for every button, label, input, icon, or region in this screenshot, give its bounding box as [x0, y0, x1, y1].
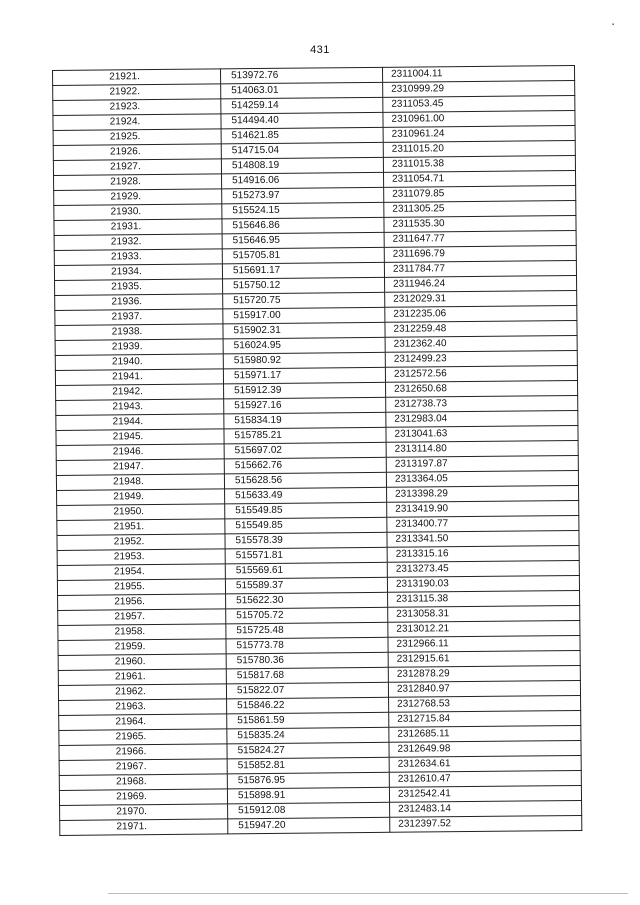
- easting-cell: 515662.76: [224, 457, 386, 474]
- easting-cell: 515912.08: [228, 802, 390, 819]
- point-number-cell: 21936.: [55, 294, 223, 311]
- northing-cell: 2311946.24: [385, 275, 577, 292]
- easting-cell: 515589.37: [225, 577, 387, 594]
- easting-cell: 515720.75: [223, 292, 385, 309]
- northing-cell: 2312397.52: [390, 815, 582, 832]
- easting-cell: 514259.14: [221, 97, 383, 114]
- easting-cell: 515273.97: [222, 187, 384, 204]
- point-number-cell: 21965.: [59, 729, 227, 746]
- point-number-cell: 21960.: [58, 654, 226, 671]
- point-number-cell: 21946.: [56, 444, 224, 461]
- point-number-cell: 21959.: [58, 639, 226, 656]
- easting-cell: 515822.07: [226, 682, 388, 699]
- point-number-cell: 21928.: [54, 174, 222, 191]
- point-number-cell: 21952.: [57, 534, 225, 551]
- northing-cell: 2312235.06: [385, 305, 577, 322]
- northing-cell: 2312715.84: [389, 710, 581, 727]
- easting-cell: 515633.49: [225, 487, 387, 504]
- northing-cell: 2311015.38: [383, 155, 575, 172]
- point-number-cell: 21956.: [58, 594, 226, 611]
- easting-cell: 515578.39: [225, 532, 387, 549]
- easting-cell: 515852.81: [227, 757, 389, 774]
- point-number-cell: 21968.: [59, 774, 227, 791]
- point-number-cell: 21927.: [53, 159, 221, 176]
- northing-cell: 2312610.47: [389, 770, 581, 787]
- point-number-cell: 21944.: [56, 414, 224, 431]
- easting-cell: 516024.95: [223, 337, 385, 354]
- northing-cell: 2311079.85: [384, 185, 576, 202]
- point-number-cell: 21966.: [59, 744, 227, 761]
- northing-cell: 2313058.31: [388, 605, 580, 622]
- easting-cell: 515861.59: [227, 712, 389, 729]
- corner-tick-mark: ▪: [612, 22, 615, 28]
- easting-cell: 513972.76: [220, 67, 382, 84]
- easting-cell: 515876.95: [227, 772, 389, 789]
- point-number-cell: 21942.: [56, 384, 224, 401]
- point-number-cell: 21941.: [55, 369, 223, 386]
- point-number-cell: 21929.: [54, 189, 222, 206]
- point-number-cell: 21971.: [60, 819, 228, 836]
- coordinates-table: [52, 65, 582, 836]
- northing-cell: 2313400.77: [387, 515, 579, 532]
- easting-cell: 515971.17: [223, 367, 385, 384]
- northing-cell: 2310961.00: [383, 110, 575, 127]
- easting-cell: 515646.95: [222, 232, 384, 249]
- northing-cell: 2312483.14: [390, 800, 582, 817]
- point-number-cell: 21948.: [56, 474, 224, 491]
- point-number-cell: 21967.: [59, 759, 227, 776]
- point-number-cell: 21925.: [53, 129, 221, 146]
- northing-cell: 2311054.71: [383, 170, 575, 187]
- northing-cell: 2312634.61: [389, 755, 581, 772]
- easting-cell: 515947.20: [228, 817, 390, 834]
- easting-cell: 515846.22: [227, 697, 389, 714]
- northing-cell: 2313398.29: [387, 485, 579, 502]
- northing-cell: 2311696.79: [384, 245, 576, 262]
- easting-cell: 515780.36: [226, 652, 388, 669]
- point-number-cell: 21939.: [55, 339, 223, 356]
- northing-cell: 2313114.80: [386, 440, 578, 457]
- point-number-cell: 21935.: [55, 279, 223, 296]
- easting-cell: 515697.02: [224, 442, 386, 459]
- northing-cell: 2312685.11: [389, 725, 581, 742]
- point-number-cell: 21924.: [53, 114, 221, 131]
- easting-cell: 514808.19: [221, 157, 383, 174]
- northing-cell: 2312878.29: [388, 665, 580, 682]
- easting-cell: 514621.85: [221, 127, 383, 144]
- easting-cell: 515646.86: [222, 217, 384, 234]
- point-number-cell: 21950.: [57, 504, 225, 521]
- northing-cell: 2312738.73: [386, 395, 578, 412]
- point-number-cell: 21931.: [54, 219, 222, 236]
- northing-cell: 2310999.29: [383, 80, 575, 97]
- point-number-cell: 21949.: [57, 489, 225, 506]
- northing-cell: 2313273.45: [387, 560, 579, 577]
- easting-cell: 515549.85: [225, 502, 387, 519]
- point-number-cell: 21932.: [54, 234, 222, 251]
- northing-cell: 2313012.21: [388, 620, 580, 637]
- northing-cell: 2313115.38: [388, 590, 580, 607]
- northing-cell: 2313315.16: [387, 545, 579, 562]
- easting-cell: 515569.61: [225, 562, 387, 579]
- point-number-cell: 21940.: [55, 354, 223, 371]
- point-number-cell: 21957.: [58, 609, 226, 626]
- northing-cell: 2311015.20: [383, 140, 575, 157]
- point-number-cell: 21938.: [55, 324, 223, 341]
- easting-cell: 515705.72: [226, 607, 388, 624]
- point-number-cell: 21970.: [60, 804, 228, 821]
- easting-cell: 515898.91: [227, 787, 389, 804]
- easting-cell: 515824.27: [227, 742, 389, 759]
- easting-cell: 515917.00: [223, 307, 385, 324]
- easting-cell: 515549.85: [225, 517, 387, 534]
- northing-cell: 2311305.25: [384, 200, 576, 217]
- point-number-cell: 21943.: [56, 399, 224, 416]
- northing-cell: 2311784.77: [384, 260, 576, 277]
- point-number-cell: 21951.: [57, 519, 225, 536]
- point-number-cell: 21922.: [53, 84, 221, 101]
- northing-cell: 2312649.98: [389, 740, 581, 757]
- easting-cell: 515902.31: [223, 322, 385, 339]
- easting-cell: 515622.30: [226, 592, 388, 609]
- easting-cell: 515785.21: [224, 427, 386, 444]
- easting-cell: 515691.17: [222, 262, 384, 279]
- point-number-cell: 21933.: [54, 249, 222, 266]
- northing-cell: 2311004.11: [382, 65, 574, 82]
- easting-cell: 515912.39: [224, 382, 386, 399]
- easting-cell: 515725.48: [226, 622, 388, 639]
- northing-cell: 2312915.61: [388, 650, 580, 667]
- point-number-cell: 21947.: [56, 459, 224, 476]
- northing-cell: 2313364.05: [386, 470, 578, 487]
- northing-cell: 2313197.87: [386, 455, 578, 472]
- point-number-cell: 21955.: [57, 579, 225, 596]
- point-number-cell: 21963.: [59, 699, 227, 716]
- northing-cell: 2312362.40: [385, 335, 577, 352]
- easting-cell: 514715.04: [221, 142, 383, 159]
- point-number-cell: 21953.: [57, 549, 225, 566]
- northing-cell: 2313190.03: [387, 575, 579, 592]
- point-number-cell: 21954.: [57, 564, 225, 581]
- northing-cell: 2313041.63: [386, 425, 578, 442]
- easting-cell: 515927.16: [224, 397, 386, 414]
- point-number-cell: 21921.: [53, 69, 221, 86]
- point-number-cell: 21962.: [58, 684, 226, 701]
- northing-cell: 2312542.41: [389, 785, 581, 802]
- easting-cell: 515705.81: [222, 247, 384, 264]
- point-number-cell: 21923.: [53, 99, 221, 116]
- easting-cell: 515750.12: [223, 277, 385, 294]
- easting-cell: 515980.92: [223, 352, 385, 369]
- coordinates-table-wrapper: [52, 65, 582, 836]
- easting-cell: 514494.40: [221, 112, 383, 129]
- northing-cell: 2312572.56: [385, 365, 577, 382]
- northing-cell: 2311053.45: [383, 95, 575, 112]
- northing-cell: 2312840.97: [388, 680, 580, 697]
- point-number-cell: 21930.: [54, 204, 222, 221]
- northing-cell: 2310961.24: [383, 125, 575, 142]
- northing-cell: 2313341.50: [387, 530, 579, 547]
- easting-cell: 514063.01: [221, 82, 383, 99]
- point-number-cell: 21961.: [58, 669, 226, 686]
- northing-cell: 2313419.90: [387, 500, 579, 517]
- point-number-cell: 21934.: [54, 264, 222, 281]
- easting-cell: 515817.68: [226, 667, 388, 684]
- easting-cell: 515524.15: [222, 202, 384, 219]
- easting-cell: 515628.56: [224, 472, 386, 489]
- northing-cell: 2312768.53: [389, 695, 581, 712]
- easting-cell: 515773.78: [226, 637, 388, 654]
- easting-cell: 514916.06: [222, 172, 384, 189]
- northing-cell: 2311535.30: [384, 215, 576, 232]
- coordinates-table-body: [53, 65, 582, 835]
- northing-cell: 2311647.77: [384, 230, 576, 247]
- northing-cell: 2312650.68: [386, 380, 578, 397]
- northing-cell: 2312966.11: [388, 635, 580, 652]
- point-number-cell: 21945.: [56, 429, 224, 446]
- easting-cell: 515835.24: [227, 727, 389, 744]
- page-number: 431: [310, 44, 330, 56]
- point-number-cell: 21937.: [55, 309, 223, 326]
- point-number-cell: 21926.: [53, 144, 221, 161]
- page-bottom-rule: [108, 893, 628, 894]
- easting-cell: 515571.81: [225, 547, 387, 564]
- northing-cell: 2312029.31: [385, 290, 577, 307]
- point-number-cell: 21964.: [59, 714, 227, 731]
- northing-cell: 2312983.04: [386, 410, 578, 427]
- easting-cell: 515834.19: [224, 412, 386, 429]
- point-number-cell: 21969.: [59, 789, 227, 806]
- northing-cell: 2312499.23: [385, 350, 577, 367]
- point-number-cell: 21958.: [58, 624, 226, 641]
- northing-cell: 2312259.48: [385, 320, 577, 337]
